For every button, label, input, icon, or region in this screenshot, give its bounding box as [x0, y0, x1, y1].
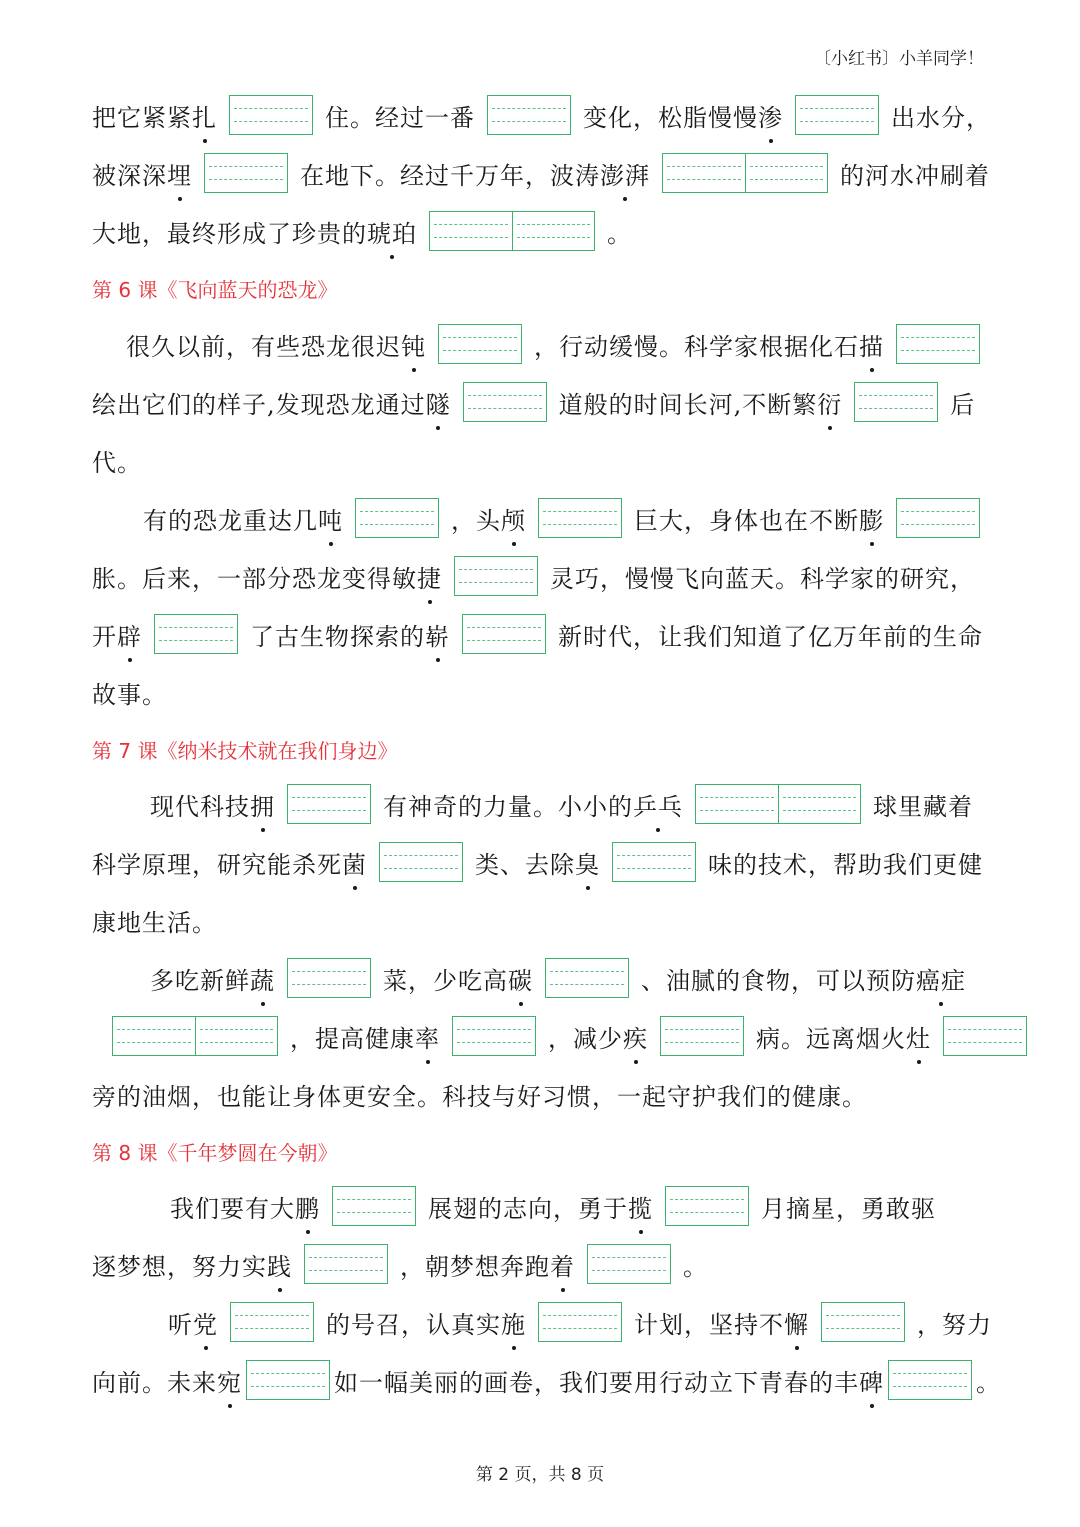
dotted-char: 灶 [906, 1019, 931, 1054]
text-line: 代。 [92, 448, 142, 477]
pinyin-box[interactable] [545, 958, 629, 998]
text-line: 有的恐龙重达几 吨 ，头 颅 巨大，身体也在不断 膨 [92, 494, 992, 542]
dotted-char: 党 [193, 1305, 218, 1340]
dotted-char: 膨 [859, 501, 884, 536]
pinyin-box[interactable] [287, 784, 371, 824]
pinyin-box[interactable] [854, 382, 938, 422]
pinyin-box[interactable] [287, 958, 371, 998]
dotted-char: 宛 [217, 1363, 242, 1398]
pinyin-box[interactable] [538, 1302, 622, 1342]
lesson-8-heading: 第 8 课《千年梦圆在今朝》 [92, 1140, 338, 1165]
text-line: 大地，最终形成了珍贵的 琥珀 。 [92, 207, 992, 255]
text-line: 现代科技 拥 有神奇的力量。小小的 乒乓 球里藏着 [92, 780, 992, 828]
dotted-char: 澎湃 [600, 156, 650, 191]
pinyin-box[interactable] [660, 1016, 744, 1056]
pinyin-box[interactable] [538, 498, 622, 538]
dotted-char: 揽 [628, 1189, 653, 1224]
dotted-char: 鹏 [295, 1189, 320, 1224]
text-line: 把它紧紧 扎 住。经过一番 变化，松脂慢慢 渗 出水分， [92, 91, 992, 139]
dotted-char: 拥 [250, 787, 275, 822]
source-tag: 〔小红书〕小羊同学！ [814, 49, 984, 69]
pinyin-box[interactable] [896, 324, 980, 364]
pinyin-box[interactable] [355, 498, 439, 538]
pinyin-box[interactable] [821, 1302, 905, 1342]
pinyin-box[interactable] [204, 153, 288, 193]
dotted-char: 碳 [508, 961, 533, 996]
pinyin-box[interactable] [943, 1016, 1027, 1056]
dotted-char: 疾 [623, 1019, 648, 1054]
pinyin-box[interactable] [452, 1016, 536, 1056]
dotted-char: 埋 [167, 156, 192, 191]
pinyin-box[interactable] [429, 211, 595, 251]
dotted-char: 描 [859, 327, 884, 362]
pinyin-box[interactable] [438, 324, 522, 364]
text-line: 科学原理，研究能杀死 菌 类、去除 臭 味的技术，帮助我们更健 [92, 838, 992, 886]
text-line: 我们要有大 鹏 展翅的志向，勇于 揽 月摘星，勇敢驱 [92, 1182, 992, 1230]
lesson-7-heading: 第 7 课《纳米技术就在我们身边》 [92, 738, 398, 763]
pinyin-box[interactable] [795, 95, 879, 135]
pinyin-box[interactable] [304, 1244, 388, 1284]
text-line: 胀。后来，一部分恐龙变得敏 捷 灵巧，慢慢飞向蓝天。科学家的研究， [92, 552, 992, 600]
dotted-char: 菌 [342, 845, 367, 880]
pinyin-box[interactable] [612, 842, 696, 882]
dotted-char: 崭 [425, 617, 450, 652]
pinyin-box[interactable] [154, 614, 238, 654]
text-line: 逐梦想，努力实 践 ，朝梦想奔跑 着 。 [92, 1240, 992, 1288]
dotted-char: 乒乓 [633, 787, 683, 822]
dotted-char: 率 [415, 1019, 440, 1054]
text-line: 很久以前，有些恐龙很迟 钝 ，行动缓慢。科学家根据化石 描 [92, 320, 992, 368]
dotted-char: 颅 [501, 501, 526, 536]
lesson-6-heading: 第 6 课《飞向蓝天的恐龙》 [92, 277, 338, 302]
pinyin-box[interactable] [463, 382, 547, 422]
pinyin-box[interactable] [896, 498, 980, 538]
dotted-char: 琥珀 [367, 214, 417, 249]
pinyin-box[interactable] [332, 1186, 416, 1226]
dotted-char: 捷 [417, 559, 442, 594]
pinyin-box[interactable] [487, 95, 571, 135]
dotted-char: 隧 [426, 385, 451, 420]
dotted-char: 辟 [117, 617, 142, 652]
text-line: 旁的油烟，也能让身体更安全。科技与好习惯，一起守护我们的健康。 [92, 1082, 867, 1111]
pinyin-box[interactable] [379, 842, 463, 882]
pinyin-box[interactable] [230, 1302, 314, 1342]
pinyin-box[interactable] [888, 1360, 972, 1400]
dotted-char: 吨 [318, 501, 343, 536]
pinyin-box[interactable] [246, 1360, 330, 1400]
dotted-char: 懈 [784, 1305, 809, 1340]
dotted-char: 蔬 [250, 961, 275, 996]
dotted-char: 衍 [817, 385, 842, 420]
dotted-char: 臭 [575, 845, 600, 880]
text-line: 绘出它们的样子,发现恐龙通过 隧 道般的时间长河,不断繁 衍 后 [92, 378, 992, 426]
dotted-char: 钝 [401, 327, 426, 362]
dotted-char: 扎 [192, 98, 217, 133]
pinyin-box[interactable] [665, 1186, 749, 1226]
text-line: 开 辟 了古生物探索的 崭 新时代，让我们知道了亿万年前的生命 [92, 610, 992, 658]
dotted-char: 癌症 [916, 961, 966, 996]
dotted-char: 渗 [758, 98, 783, 133]
text-line: 故事。 [92, 680, 167, 709]
dotted-char: 碑 [859, 1363, 884, 1398]
text-line: 多吃新鲜 蔬 菜，少吃高 碳 、油腻的食物，可以预防 癌症 [92, 954, 992, 1002]
text-line: ，提高健康 率 ，减少 疾 病。远离烟火 灶 [100, 1012, 1000, 1060]
pinyin-box[interactable] [695, 784, 861, 824]
dotted-char: 施 [501, 1305, 526, 1340]
pinyin-box[interactable] [229, 95, 313, 135]
pinyin-box[interactable] [112, 1016, 278, 1056]
dotted-char: 着 [550, 1247, 575, 1282]
page-number: 第 2 页，共 8 页 [475, 1465, 605, 1485]
text-line: 康地生活。 [92, 908, 217, 937]
pinyin-box[interactable] [662, 153, 828, 193]
pinyin-box[interactable] [587, 1244, 671, 1284]
pinyin-box[interactable] [454, 556, 538, 596]
text-line: 向前。未来 宛 如一幅美丽的画卷，我们要用行动立下青春的丰 碑 。 [92, 1356, 992, 1404]
text-line: 被深深 埋 在地下。经过千万年，波涛 澎湃 的河水冲刷着 [92, 149, 992, 197]
dotted-char: 践 [267, 1247, 292, 1282]
text-line: 听 党 的号召，认真实 施 计划，坚持不 懈 ，努力 [92, 1298, 992, 1346]
pinyin-box[interactable] [462, 614, 546, 654]
